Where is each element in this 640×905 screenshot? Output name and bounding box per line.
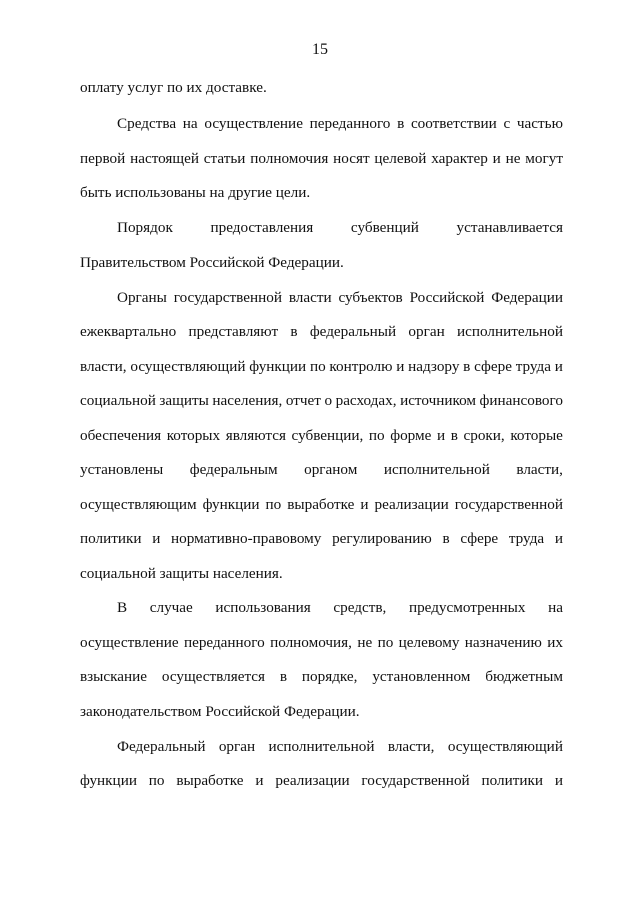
text-line: Порядок предоставления субвенций устанавливается	[117, 219, 563, 236]
text-line: осуществляющим функции по выработке и реализации государственной	[80, 496, 563, 513]
text-line: социальной защиты населения.	[80, 565, 283, 582]
text-line: функции по выработке и реализации государственной политики и	[80, 772, 563, 789]
text-line: законодательством Российской Федерации.	[80, 703, 360, 720]
text-line: обеспечения которых являются субвенции, по форме и в сроки, которые	[80, 427, 563, 444]
text-line: Правительством Российской Федерации.	[80, 254, 344, 271]
text-line: оплату услуг по их доставке.	[80, 79, 267, 96]
text-line: Средства на осуществление переданного в соответствии с частью	[117, 115, 563, 132]
page-number: 15	[312, 41, 328, 58]
text-line: В случае использования средств, предусмотренных на	[117, 599, 563, 616]
text-line: социальной защиты населения, отчет о расходах, источником финансового	[80, 392, 563, 409]
text-line: власти, осуществляющий функции по контролю и надзору в сфере труда и	[80, 358, 563, 375]
text-line: первой настоящей статьи полномочия носят целевой характер и не могут	[80, 150, 563, 167]
text-line: Органы государственной власти субъектов Российской Федерации	[117, 289, 563, 306]
text-line: политики и нормативно-правовому регулированию в сфере труда и	[80, 530, 563, 547]
text-line: осуществление переданного полномочия, не по целевому назначению их	[80, 634, 563, 651]
text-line: ежеквартально представляют в федеральный орган исполнительной	[80, 323, 563, 340]
text-line: взыскание осуществляется в порядке, установленном бюджетным	[80, 668, 563, 685]
text-line: установлены федеральным органом исполнительной власти,	[80, 461, 563, 478]
text-line: быть использованы на другие цели.	[80, 184, 311, 201]
text-line: Федеральный орган исполнительной власти, осуществляющий	[117, 738, 563, 755]
